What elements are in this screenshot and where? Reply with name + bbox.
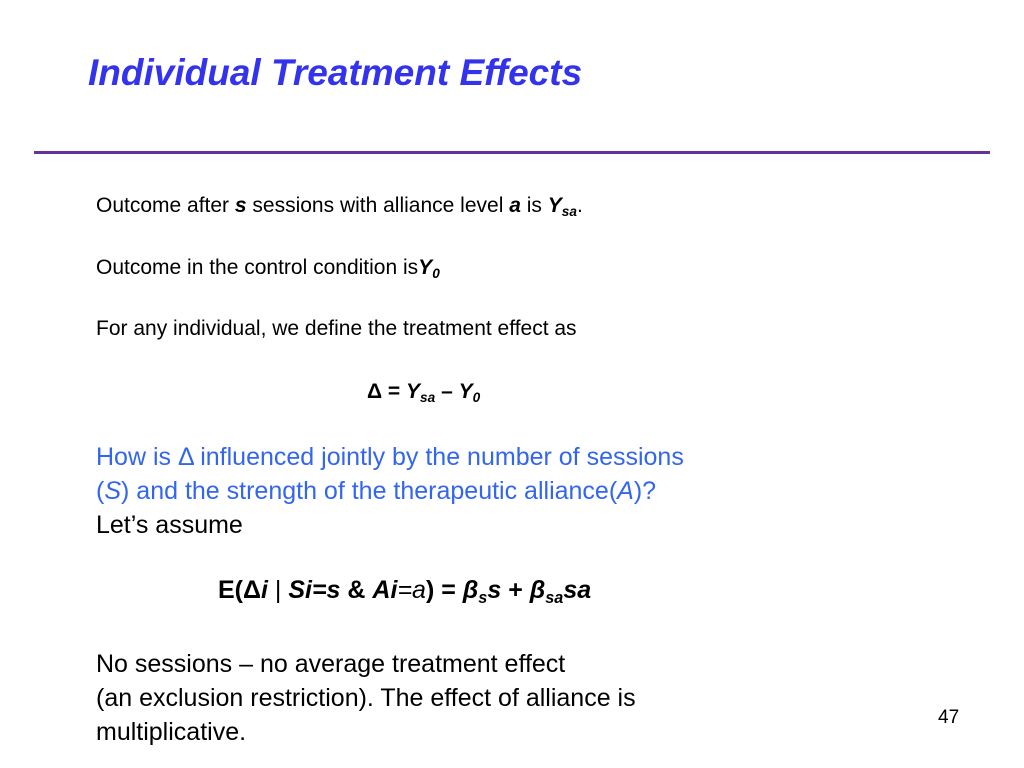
beta-symbol: β (529, 576, 546, 604)
beta-symbol: β (462, 576, 479, 604)
y-symbol: Y (406, 380, 421, 403)
y-subscript: 0 (432, 266, 440, 282)
conclusion-line-2: (an exclusion restriction). The effect of alliance is (96, 684, 636, 712)
beta-sa-term (529, 576, 564, 607)
text-segment: . (576, 194, 583, 217)
text-segment: sessions with alliance level (246, 194, 510, 217)
variable-y (547, 194, 577, 220)
beta-subscript: sa (545, 588, 564, 607)
expectation-open: E(Δ (218, 576, 261, 604)
question-line-2 (96, 477, 656, 506)
text-segment: )? (633, 477, 657, 505)
beta-s-term (462, 576, 488, 607)
text-segment: Outcome after (96, 194, 235, 217)
variable-s: s (487, 576, 502, 604)
equals-s: =s (311, 576, 341, 604)
text-segment: ) and the strength of the therapeutic alliance( (121, 477, 618, 505)
ampersand: & (340, 576, 373, 604)
variable-sa: sa (563, 576, 592, 604)
equals-a: =a (397, 576, 426, 604)
index-i: i (260, 576, 268, 604)
index-i: i (390, 576, 398, 604)
delta-symbol: Δ = (367, 380, 407, 403)
page-number: 47 (938, 707, 960, 728)
variable-A: A (617, 477, 634, 505)
variable-S: S (288, 576, 305, 604)
expectation-close: ) = (425, 576, 463, 604)
variable-s: s (234, 194, 247, 217)
conditional-expectation-formula (218, 576, 591, 605)
variable-A: A (372, 576, 391, 604)
outcome-definition-line (96, 194, 583, 218)
y-symbol: Y (418, 256, 433, 279)
assume-line: Let’s assume (96, 511, 243, 539)
conclusion-line-3: multiplicative. (96, 718, 247, 746)
plus-sign: + (501, 576, 530, 604)
title-divider (34, 151, 990, 154)
minus-sign: – (435, 380, 459, 403)
variable-a: a (509, 194, 521, 217)
treatment-effect-intro: For any individual, we define the treatment effect as (96, 317, 577, 340)
text-segment: is (520, 194, 548, 217)
beta-subscript: s (478, 588, 488, 607)
conditional-bar: | (267, 576, 289, 604)
y-subscript: sa (420, 390, 436, 406)
variable-S: S (104, 477, 122, 505)
question-line-1: How is Δ influenced jointly by the number of sessions (96, 443, 684, 471)
y-symbol: Y (458, 380, 473, 403)
y-subscript: 0 (472, 390, 481, 406)
y-sa-term (406, 380, 436, 406)
control-outcome-line (96, 256, 440, 280)
index-i: i (305, 576, 312, 604)
y-0-term (458, 380, 481, 406)
treatment-effect-formula (367, 380, 480, 404)
text-segment: Outcome in the control condition is (96, 256, 419, 279)
slide-title: Individual Treatment Effects (88, 52, 583, 93)
y-subscript: sa (561, 204, 577, 220)
y-symbol: Y (547, 194, 562, 217)
variable-y0 (418, 256, 440, 282)
conclusion-line-1: No sessions – no average treatment effect (96, 650, 566, 678)
text-segment: ( (96, 477, 105, 505)
